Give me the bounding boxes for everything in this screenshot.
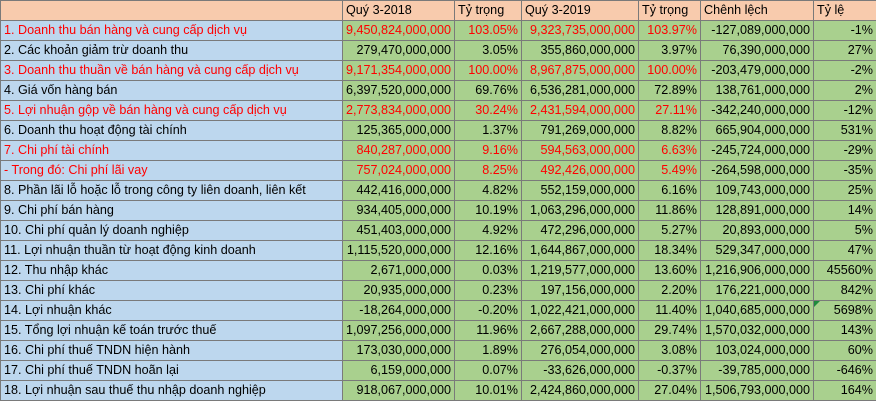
share-2018-cell[interactable]: 1.89%	[455, 341, 522, 361]
share-2018-cell[interactable]: 3.05%	[455, 41, 522, 61]
ratio-cell[interactable]: 531%	[814, 121, 876, 141]
q3-2019-value-cell[interactable]: 276,054,000,000	[522, 341, 639, 361]
row-label-cell[interactable]: 11. Lợi nhuận thuần từ hoạt động kinh doanh	[1, 241, 343, 261]
share-2019-cell[interactable]: -0.37%	[639, 361, 701, 381]
q3-2018-value-cell[interactable]: 918,067,000,000	[343, 381, 455, 401]
share-2018-cell[interactable]: 4.82%	[455, 181, 522, 201]
q3-2018-value-cell[interactable]: 1,097,256,000,000	[343, 321, 455, 341]
difference-cell[interactable]: -342,240,000,000	[701, 101, 814, 121]
difference-cell[interactable]: 1,040,685,000,000	[701, 301, 814, 321]
ratio-cell[interactable]: -29%	[814, 141, 876, 161]
share-2018-cell[interactable]: 12.16%	[455, 241, 522, 261]
row-label-cell[interactable]: 2. Các khoản giảm trừ doanh thu	[1, 41, 343, 61]
table-row	[1, 101, 876, 121]
q3-2018-value-cell[interactable]: 442,416,000,000	[343, 181, 455, 201]
table-row	[1, 361, 876, 381]
q3-2018-value-cell[interactable]: 279,470,000,000	[343, 41, 455, 61]
q3-2018-value-cell[interactable]: 840,287,000,000	[343, 141, 455, 161]
row-label-cell[interactable]: 4. Giá vốn hàng bán	[1, 81, 343, 101]
row-label-cell[interactable]: 12. Thu nhập khác	[1, 261, 343, 281]
table-row	[1, 81, 876, 101]
ratio-cell[interactable]: -12%	[814, 101, 876, 121]
share-2018-cell[interactable]: 9.16%	[455, 141, 522, 161]
q3-2019-value-cell[interactable]: 197,156,000,000	[522, 281, 639, 301]
ratio-cell[interactable]: 60%	[814, 341, 876, 361]
row-label-cell[interactable]: - Trong đó: Chi phí lãi vay	[1, 161, 343, 181]
share-2018-cell[interactable]: 1.37%	[455, 121, 522, 141]
q3-2018-value-cell[interactable]: 934,405,000,000	[343, 201, 455, 221]
ratio-cell[interactable]: -1%	[814, 21, 876, 41]
table-row	[1, 181, 876, 201]
row-label-cell[interactable]: 15. Tổng lợi nhuận kế toán trước thuế	[1, 321, 343, 341]
share-2019-cell[interactable]: 100.00%	[639, 61, 701, 81]
difference-cell[interactable]: 1,216,906,000,000	[701, 261, 814, 281]
share-2018-cell[interactable]: 4.92%	[455, 221, 522, 241]
share-2019-cell[interactable]: 6.63%	[639, 141, 701, 161]
share-2019-cell[interactable]: 72.89%	[639, 81, 701, 101]
q3-2019-value-cell[interactable]: 1,644,867,000,000	[522, 241, 639, 261]
q3-2019-value-cell[interactable]: 552,159,000,000	[522, 181, 639, 201]
q3-2018-value-cell[interactable]: 2,671,000,000	[343, 261, 455, 281]
ratio-text: 5698%	[833, 303, 873, 317]
table-row	[1, 201, 876, 221]
header-cell-q3-2018[interactable]: Quý 3-2018	[343, 1, 455, 21]
q3-2019-value-cell[interactable]: 1,063,296,000,000	[522, 201, 639, 221]
difference-cell[interactable]: 103,024,000,000	[701, 341, 814, 361]
share-2018-cell[interactable]: 11.96%	[455, 321, 522, 341]
ratio-cell[interactable]: 45560%	[814, 261, 876, 281]
header-cell-ratio[interactable]: Tỷ lệ	[814, 1, 876, 21]
table-row	[1, 21, 876, 41]
ratio-cell[interactable]: 14%	[814, 201, 876, 221]
table-row	[1, 381, 876, 401]
q3-2018-value-cell[interactable]: 1,115,520,000,000	[343, 241, 455, 261]
share-2019-cell[interactable]: 11.86%	[639, 201, 701, 221]
ratio-cell[interactable]: 47%	[814, 241, 876, 261]
difference-cell[interactable]: -264,598,000,000	[701, 161, 814, 181]
q3-2018-value-cell[interactable]: 757,024,000,000	[343, 161, 455, 181]
q3-2019-value-cell[interactable]: 8,967,875,000,000	[522, 61, 639, 81]
share-2019-cell[interactable]: 18.34%	[639, 241, 701, 261]
q3-2019-value-cell[interactable]: 6,536,281,000,000	[522, 81, 639, 101]
ratio-cell[interactable]: -35%	[814, 161, 876, 181]
share-2019-cell[interactable]: 2.20%	[639, 281, 701, 301]
ratio-cell[interactable]: 143%	[814, 321, 876, 341]
row-label-cell[interactable]: 17. Chi phí thuế TNDN hoãn lại	[1, 361, 343, 381]
ratio-cell[interactable]: -646%	[814, 361, 876, 381]
header-cell-share-2018[interactable]: Tỷ trọng	[455, 1, 522, 21]
q3-2018-value-cell[interactable]: 2,773,834,000,000	[343, 101, 455, 121]
table-row	[1, 141, 876, 161]
share-2019-cell[interactable]: 3.08%	[639, 341, 701, 361]
share-2018-cell[interactable]: 69.76%	[455, 81, 522, 101]
ratio-cell[interactable]: 27%	[814, 41, 876, 61]
share-2019-cell[interactable]: 3.97%	[639, 41, 701, 61]
difference-cell[interactable]: 1,506,793,000,000	[701, 381, 814, 401]
q3-2018-value-cell[interactable]: 9,171,354,000,000	[343, 61, 455, 81]
table-row	[1, 61, 876, 81]
q3-2019-value-cell[interactable]: 2,431,594,000,000	[522, 101, 639, 121]
q3-2018-value-cell[interactable]: 173,030,000,000	[343, 341, 455, 361]
share-2018-cell[interactable]: 10.19%	[455, 201, 522, 221]
difference-cell[interactable]: -203,479,000,000	[701, 61, 814, 81]
table-row	[1, 221, 876, 241]
q3-2018-value-cell[interactable]: 6,397,520,000,000	[343, 81, 455, 101]
share-2019-cell[interactable]: 27.04%	[639, 381, 701, 401]
q3-2019-value-cell[interactable]: 472,296,000,000	[522, 221, 639, 241]
header-cell-q3-2019[interactable]: Quý 3-2019	[522, 1, 639, 21]
share-2018-cell[interactable]: 103.05%	[455, 21, 522, 41]
difference-cell[interactable]: 128,891,000,000	[701, 201, 814, 221]
table-row	[1, 321, 876, 341]
table-row	[1, 301, 876, 321]
header-cell-difference[interactable]: Chênh lệch	[701, 1, 814, 21]
share-2018-cell[interactable]: 0.07%	[455, 361, 522, 381]
row-label-cell[interactable]: 13. Chi phí khác	[1, 281, 343, 301]
share-2018-cell[interactable]: 30.24%	[455, 101, 522, 121]
table-row	[1, 241, 876, 261]
row-label-cell[interactable]: 5. Lợi nhuận gộp về bán hàng và cung cấp dịch vụ	[1, 101, 343, 121]
difference-cell[interactable]: -245,724,000,000	[701, 141, 814, 161]
row-label-cell[interactable]: 10. Chi phí quản lý doanh nghiệp	[1, 221, 343, 241]
q3-2018-value-cell[interactable]: 451,403,000,000	[343, 221, 455, 241]
share-2019-cell[interactable]: 13.60%	[639, 261, 701, 281]
share-2018-cell[interactable]: 0.23%	[455, 281, 522, 301]
q3-2018-value-cell[interactable]: 6,159,000,000	[343, 361, 455, 381]
ratio-cell[interactable]: 5%	[814, 221, 876, 241]
row-label-cell[interactable]: 1. Doanh thu bán hàng và cung cấp dịch vụ	[1, 21, 343, 41]
q3-2019-value-cell[interactable]: 2,424,860,000,000	[522, 381, 639, 401]
share-2019-cell[interactable]: 5.49%	[639, 161, 701, 181]
table-row	[1, 341, 876, 361]
table-row	[1, 41, 876, 61]
q3-2019-value-cell[interactable]: 1,219,577,000,000	[522, 261, 639, 281]
q3-2019-value-cell[interactable]: 1,022,421,000,000	[522, 301, 639, 321]
share-2018-cell[interactable]: 10.01%	[455, 381, 522, 401]
q3-2019-value-cell[interactable]: 492,426,000,000	[522, 161, 639, 181]
share-2019-cell[interactable]: 103.97%	[639, 21, 701, 41]
ratio-cell[interactable]	[814, 301, 876, 321]
q3-2019-value-cell[interactable]: -33,626,000,000	[522, 361, 639, 381]
row-label-cell[interactable]: 6. Doanh thu hoạt động tài chính	[1, 121, 343, 141]
row-label-cell[interactable]: 3. Doanh thu thuần về bán hàng và cung cấp dịch vụ	[1, 61, 343, 81]
q3-2019-value-cell[interactable]: 355,860,000,000	[522, 41, 639, 61]
row-label-cell[interactable]: 9. Chi phí bán hàng	[1, 201, 343, 221]
q3-2018-value-cell[interactable]: -18,264,000,000	[343, 301, 455, 321]
q3-2019-value-cell[interactable]: 594,563,000,000	[522, 141, 639, 161]
row-label-cell[interactable]: 16. Chi phí thuế TNDN hiện hành	[1, 341, 343, 361]
share-2018-cell[interactable]: 8.25%	[455, 161, 522, 181]
header-cell-share-2019[interactable]: Tỷ trọng	[639, 1, 701, 21]
table-row	[1, 281, 876, 301]
difference-cell[interactable]: -127,089,000,000	[701, 21, 814, 41]
q3-2018-value-cell[interactable]: 20,935,000,000	[343, 281, 455, 301]
ratio-cell[interactable]: 2%	[814, 81, 876, 101]
header-row	[1, 1, 876, 21]
share-2019-cell[interactable]: 6.16%	[639, 181, 701, 201]
share-2019-cell[interactable]: 27.11%	[639, 101, 701, 121]
difference-cell[interactable]: 176,221,000,000	[701, 281, 814, 301]
table-row	[1, 261, 876, 281]
difference-cell[interactable]: 20,893,000,000	[701, 221, 814, 241]
q3-2018-value-cell[interactable]: 125,365,000,000	[343, 121, 455, 141]
share-2019-cell[interactable]: 11.40%	[639, 301, 701, 321]
row-label-cell[interactable]: 8. Phần lãi lỗ hoặc lỗ trong công ty liên doanh, liên kết	[1, 181, 343, 201]
q3-2018-value-cell[interactable]: 9,450,824,000,000	[343, 21, 455, 41]
share-2019-cell[interactable]: 5.27%	[639, 221, 701, 241]
q3-2019-value-cell[interactable]: 791,269,000,000	[522, 121, 639, 141]
share-2019-cell[interactable]: 29.74%	[639, 321, 701, 341]
difference-cell[interactable]: 1,570,032,000,000	[701, 321, 814, 341]
share-2018-cell[interactable]: 0.03%	[455, 261, 522, 281]
table-row	[1, 161, 876, 181]
q3-2019-value-cell[interactable]: 2,667,288,000,000	[522, 321, 639, 341]
ratio-cell[interactable]: 164%	[814, 381, 876, 401]
q3-2019-value-cell[interactable]: 9,323,735,000,000	[522, 21, 639, 41]
row-label-cell[interactable]: 18. Lợi nhuận sau thuế thu nhập doanh nghiệp	[1, 381, 343, 401]
error-indicator-icon[interactable]	[814, 301, 820, 307]
difference-cell[interactable]: 109,743,000,000	[701, 181, 814, 201]
difference-cell[interactable]: -39,785,000,000	[701, 361, 814, 381]
share-2018-cell[interactable]: 100.00%	[455, 61, 522, 81]
ratio-cell[interactable]: -2%	[814, 61, 876, 81]
header-cell-label[interactable]	[1, 1, 343, 21]
table-body	[1, 1, 876, 401]
ratio-cell[interactable]: 842%	[814, 281, 876, 301]
difference-cell[interactable]: 665,904,000,000	[701, 121, 814, 141]
row-label-cell[interactable]: 7. Chi phí tài chính	[1, 141, 343, 161]
difference-cell[interactable]: 76,390,000,000	[701, 41, 814, 61]
table-row	[1, 121, 876, 141]
ratio-cell[interactable]: 25%	[814, 181, 876, 201]
difference-cell[interactable]: 138,761,000,000	[701, 81, 814, 101]
share-2018-cell[interactable]: -0.20%	[455, 301, 522, 321]
difference-cell[interactable]: 529,347,000,000	[701, 241, 814, 261]
row-label-cell[interactable]: 14. Lợi nhuận khác	[1, 301, 343, 321]
share-2019-cell[interactable]: 8.82%	[639, 121, 701, 141]
